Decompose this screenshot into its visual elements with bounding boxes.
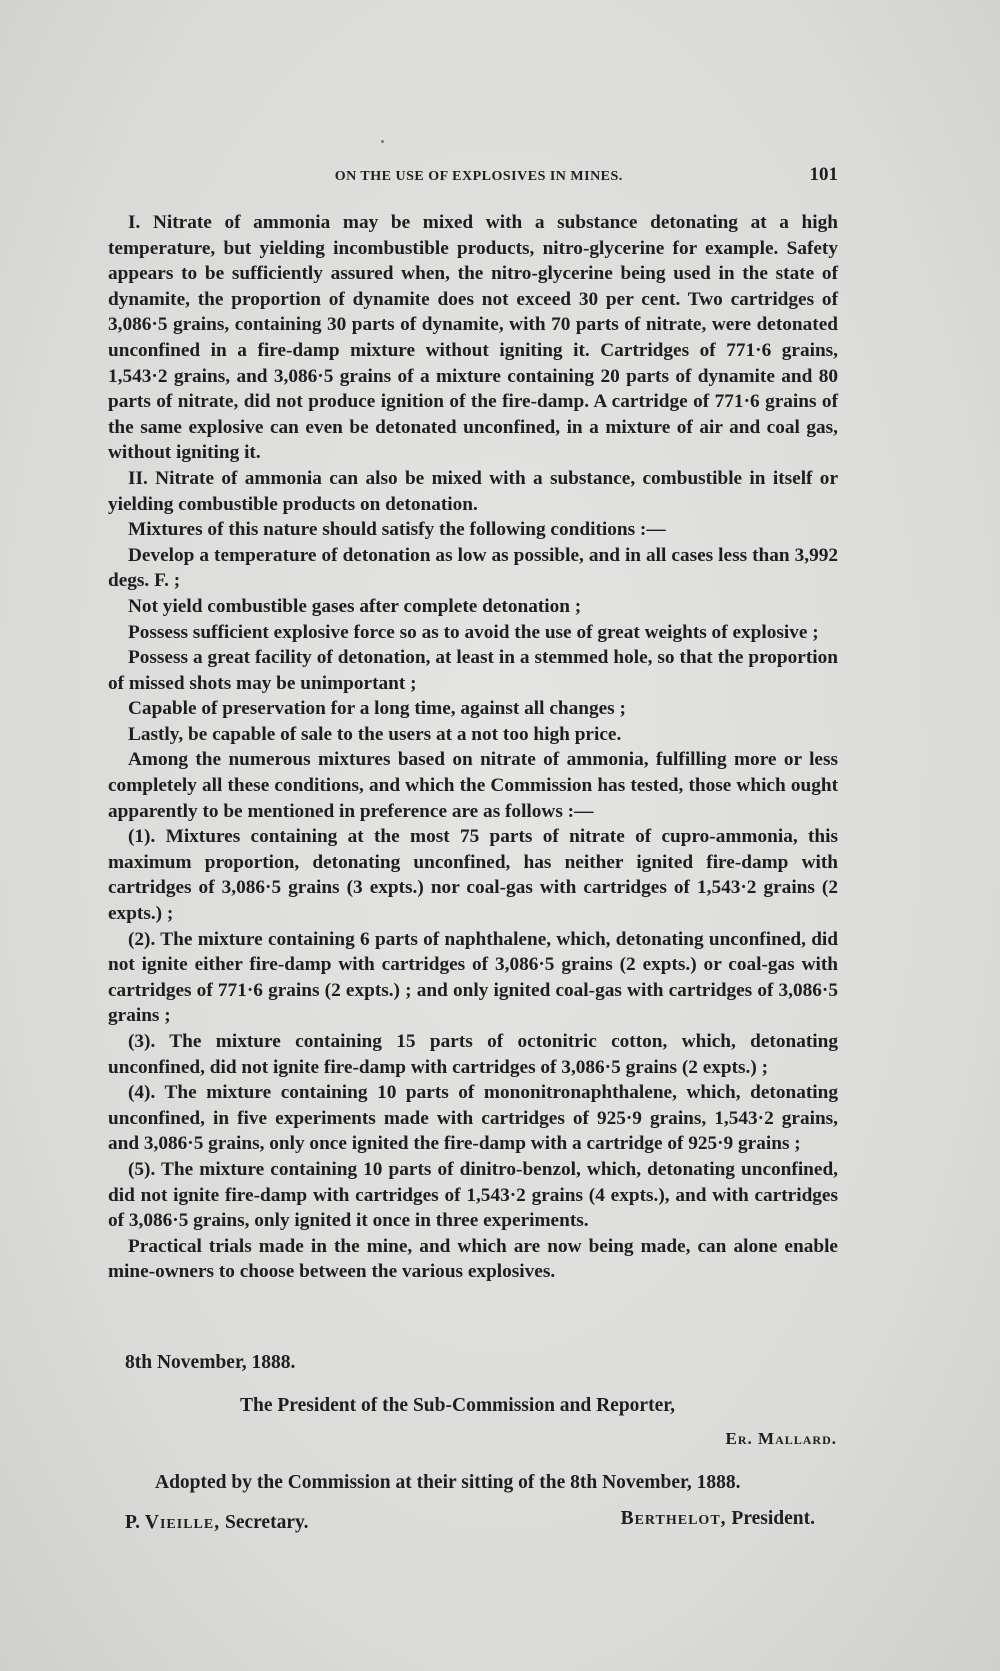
condition-preservation: Capable of preservation for a long time, against all changes ; xyxy=(128,698,626,720)
secretary-title: Secretary. xyxy=(224,1512,309,1533)
mixture-item-4: (4). The mixture containing 10 parts of mononitronaphthalene, which, detonating unconfined, in five experiments made with cartridges of 925·9 grains, 1,543·2 grains, and 3,086·5 grains, only once ignited the fire-damp with a cartridge of 925·9 grains ; xyxy=(108,1082,838,1155)
page-number: 101 xyxy=(809,164,838,185)
mixture-item-3: (3). The mixture containing 15 parts of octonitric cotton, which, detonating unconfined, did not ignite fire-damp with cartridges of 3,086·5 grains (2 expts.) ; xyxy=(108,1031,838,1078)
secretary-name: Vieille, xyxy=(144,1512,221,1533)
mixture-item-1: (1). Mixtures containing at the most 75 parts of nitrate of cupro-ammonia, this maximum proportion, detonating unconfined, has neither ignited fire-damp with cartridges of 3,086·5 grains (3 expts.) nor coal-gas with cartridges of 1,543·2 grains (2 expts.) ; xyxy=(108,826,838,925)
body-text xyxy=(108,210,838,1285)
condition-no-gases: Not yield combustible gases after complete detonation ; xyxy=(128,595,582,617)
adoption-statement: Adopted by the Commission at their sitting of the 8th November, 1888. xyxy=(155,1472,741,1493)
condition-explosive-force: Possess sufficient explosive force so as to avoid the use of great weights of explosive ; xyxy=(128,621,819,643)
paragraph-nitrate-dynamite: I. Nitrate of ammonia may be mixed with a substance detonating at a high temperature, but yielding incombustible products, nitro-glycerine for example. Safety appears to be sufficiently assured when, the nitro-glycerine being used in the state of dynamite, the proportion of dynamite does not exceed 30 per cent. Two cartridges of 3,086·5 grains, containing 30 parts of dynamite, with 70 parts of nitrate, were detonated unconfined in a fire-damp mixture without igniting it. Cartridges of 771·6 grains, 1,543·2 grains, and 3,086·5 grains of a mixture containing 20 parts of dynamite and 80 parts of nitrate, did not produce ignition of the fire-damp. A cartridge of 771·6 grains of the same explosive can even be detonated unconfined, in a mixture of air and coal gas, without igniting it. xyxy=(108,212,838,464)
page-header xyxy=(108,164,838,186)
secretary-signature xyxy=(125,1512,309,1534)
condition-temperature: Develop a temperature of detonation as low as possible, and in all cases less than 3,992 degs. F. ; xyxy=(108,544,838,592)
running-head: ON THE USE OF EXPLOSIVES IN MINES. xyxy=(334,169,623,184)
condition-detonation-facility: Possess a great facility of detonation, at least in a stemmed hole, so that the proportion of missed shots may be unimportant ; xyxy=(108,647,838,694)
secretary-initial: P. xyxy=(125,1512,140,1533)
paragraph-practical-trials: Practical trials made in the mine, and which are now being made, can alone enable mine-owners to choose between the various explosives. xyxy=(108,1235,838,1283)
mixture-item-5: (5). The mixture containing 10 parts of dinitro-benzol, which, detonating unconfined, did not ignite fire-damp with cartridges of 1,543·2 grains (4 expts.), and with cartridges of 3,086·5 grains, only ignited it once in three experiments. xyxy=(108,1158,838,1232)
mixture-item-2: (2). The mixture containing 6 parts of naphthalene, which, detonating unconfined, did not ignite either fire-damp with cartridges of 3,086·5 grains (2 expts.) or coal-gas with cartridges of 771·6 grains (2 expts.) ; and only ignited coal-gas with cartridges of 3,086·5 grains ; xyxy=(108,928,838,1027)
reporter-signature: Er. Mallard. xyxy=(725,1429,837,1448)
reporter-title: The President of the Sub-Commission and Reporter, xyxy=(240,1395,675,1416)
document-date: 8th November, 1888. xyxy=(125,1352,296,1373)
paragraph-combustible-mixtures: II. Nitrate of ammonia can also be mixed with a substance, combustible in itself or yielding combustible products on detonation. xyxy=(108,467,838,515)
president-signature xyxy=(621,1508,815,1530)
condition-sale-price: Lastly, be capable of sale to the users at a not too high price. xyxy=(128,723,622,745)
paragraph-conditions-intro: Mixtures of this nature should satisfy the following conditions :— xyxy=(128,519,666,541)
ink-speck xyxy=(381,140,384,143)
president-name: Berthelot, xyxy=(620,1508,727,1529)
president-title: President. xyxy=(731,1508,815,1529)
paragraph-mixtures-intro: Among the numerous mixtures based on nitrate of ammonia, fulfilling more or less completely all these conditions, and which the Commission has tested, those which ought apparently to be mentioned in preference are as follows :— xyxy=(108,749,838,822)
